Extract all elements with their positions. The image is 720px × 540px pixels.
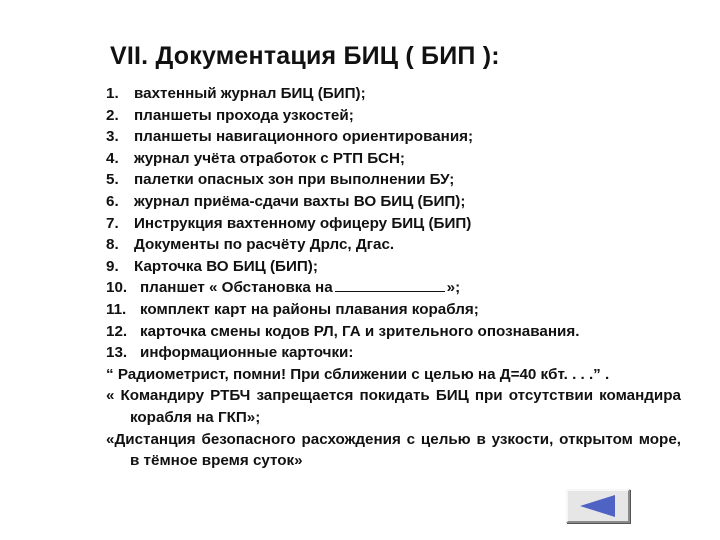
list-item: [106, 321, 681, 343]
list-item: [106, 342, 681, 364]
item-text: журнал учёта отработок с РТП БСН;: [134, 149, 405, 167]
item-number: 6.: [106, 192, 119, 210]
item-text: палетки опасных зон при выполнении БУ;: [134, 171, 455, 189]
item-text: Инструкция вахтенному офицеру БИЦ (БИП): [134, 214, 472, 232]
item-text-after: »;: [446, 279, 461, 297]
item-number: 13.: [106, 344, 128, 362]
list-item: [106, 234, 681, 256]
back-button[interactable]: [566, 489, 630, 523]
list-item: [106, 83, 681, 105]
list-item: [106, 299, 681, 321]
item-text: информационные карточки:: [140, 344, 354, 362]
quote-paragraph: “ Радиометрист, помни! При сближении с целью на Д=40 кбт. . . .” .: [106, 365, 610, 383]
item-text: журнал приёма-сдачи вахты ВО БИЦ (БИП);: [134, 192, 466, 210]
item-text: планшеты навигационного ориентирования;: [134, 128, 474, 146]
item-number: 3.: [106, 128, 119, 146]
list-item: [106, 277, 681, 299]
list-item: [106, 256, 681, 278]
list-item: [106, 169, 681, 191]
item-number: 9.: [106, 257, 119, 275]
quote-paragraph: « Командиру РТБЧ запрещается покидать БИЦ при отсутствии командира корабля на ГКП»;: [106, 387, 681, 426]
item-text: карточка смены кодов РЛ, ГА и зрительного опознавания.: [140, 322, 580, 340]
item-number: 4.: [106, 149, 119, 167]
list-item: [106, 126, 681, 148]
list-item: [106, 148, 681, 170]
triangle-left-shape: [580, 495, 615, 517]
list-item: [106, 191, 681, 213]
item-number: 2.: [106, 106, 119, 124]
item-number: 5.: [106, 171, 119, 189]
item-text: комплект карт на районы плавания корабля;: [140, 300, 479, 318]
triangle-left-icon: [577, 494, 619, 518]
item-text: Документы по расчёту Дрлс, Дгас.: [134, 236, 395, 254]
quote-paragraph: «Дистанция безопасного расхождения с целью в узкости, открытом море, в тёмное время суток»: [106, 430, 681, 470]
item-text: Карточка ВО БИЦ (БИП);: [134, 257, 318, 275]
document-list: [106, 83, 681, 472]
item-text: [140, 277, 460, 299]
item-text-before: планшет « Обстановка на: [140, 279, 333, 297]
blank-underline: [335, 277, 445, 292]
item-number: 12.: [106, 322, 128, 340]
item-number: 11.: [106, 300, 127, 318]
item-number: 8.: [106, 236, 119, 254]
item-number: 10.: [106, 279, 128, 297]
item-number: 1.: [106, 85, 119, 102]
list-item: [106, 105, 681, 127]
item-text: вахтенный журнал БИЦ (БИП);: [134, 85, 366, 102]
item-text: планшеты прохода узкостей;: [134, 106, 354, 124]
list-item: [106, 213, 681, 235]
slide-title: VII. Документация БИЦ ( БИП ):: [110, 42, 500, 70]
item-number: 7.: [106, 214, 119, 232]
